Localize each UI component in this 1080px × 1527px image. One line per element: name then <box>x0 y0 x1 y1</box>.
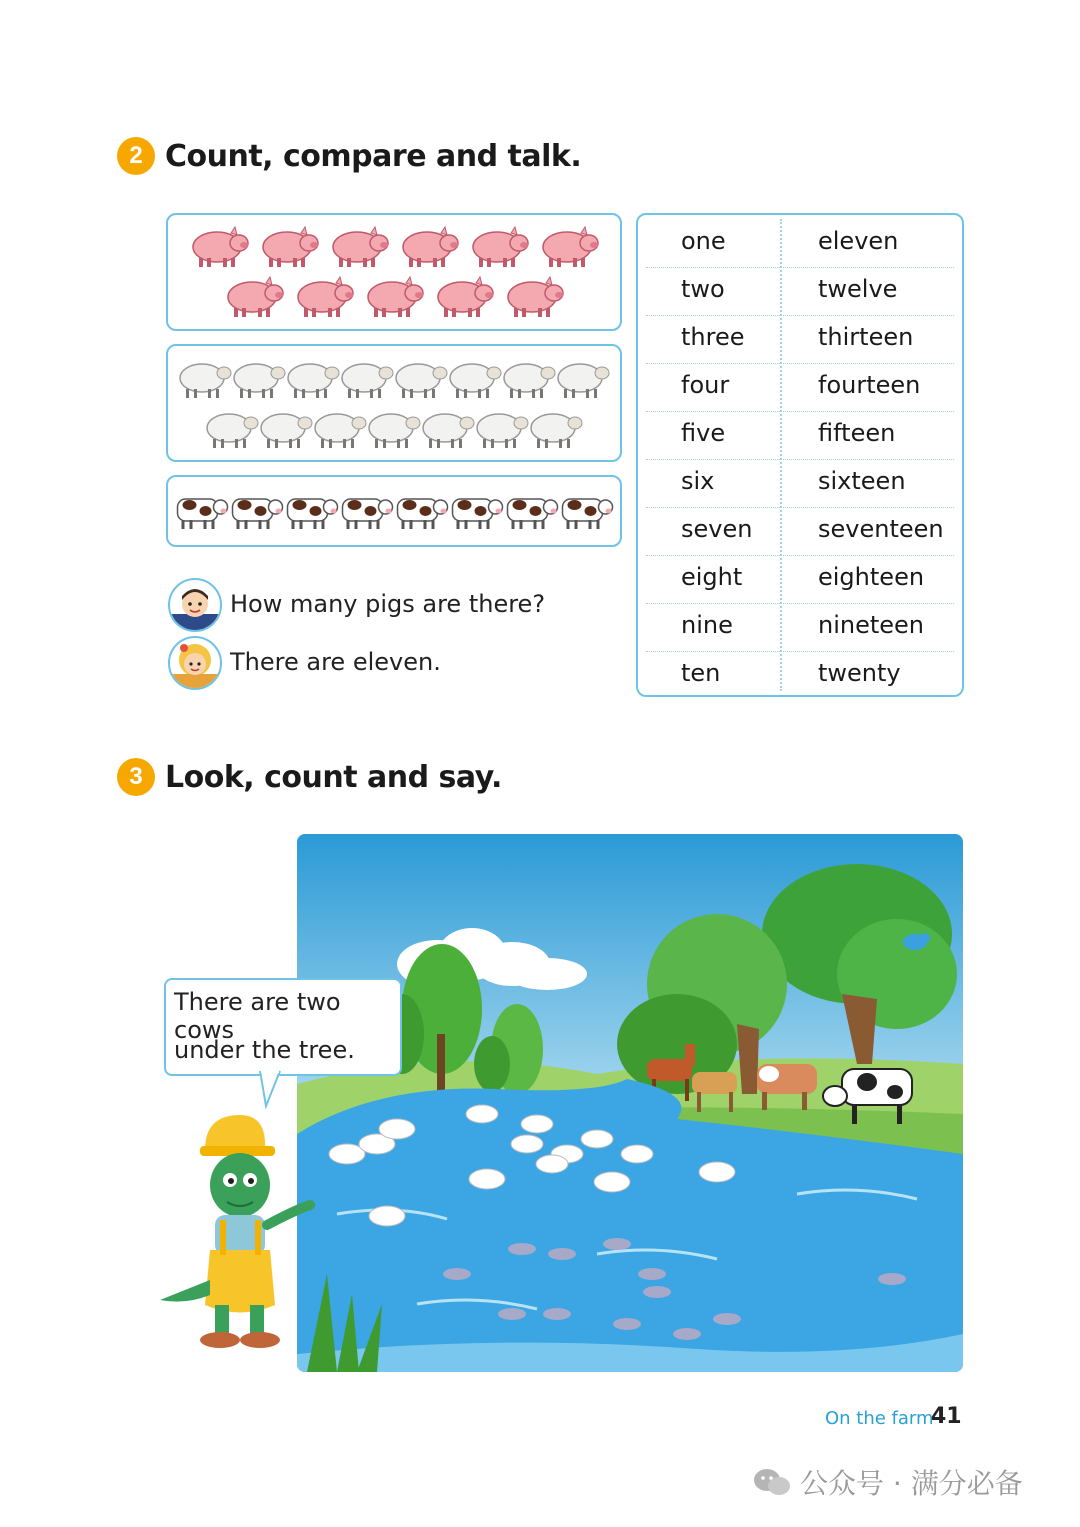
number-word-1-10: six <box>681 467 715 495</box>
number-row <box>646 219 954 268</box>
cow-icon <box>233 499 283 529</box>
girl-answer: There are eleven. <box>230 648 441 676</box>
watermark <box>752 1462 1023 1502</box>
sheep-icon <box>315 414 366 448</box>
sheep-icon <box>288 364 339 398</box>
section-3-title: Look, count and say. <box>165 759 502 795</box>
number-row <box>646 411 954 460</box>
number-row <box>646 267 954 316</box>
teen-suffix: teen <box>859 323 914 351</box>
pig-icon <box>228 277 283 317</box>
number-word-1-10: seven <box>681 515 753 543</box>
pig-icon <box>473 227 528 267</box>
sheep-icon <box>396 364 447 398</box>
number-row <box>646 603 954 652</box>
number-row <box>646 315 954 364</box>
bubble-line-1: There are two cows <box>174 988 341 1044</box>
boy-face-icon <box>170 580 220 630</box>
number-word-base: eigh <box>818 563 870 591</box>
cow-icon <box>178 499 228 529</box>
pig-icon <box>438 277 493 317</box>
dinosaur-mascot-icon <box>155 1110 315 1370</box>
section-2-number-badge: 2 <box>117 137 155 175</box>
number-word-base: six <box>818 467 852 495</box>
boy-avatar <box>168 578 222 632</box>
girl-face-icon <box>170 638 220 688</box>
number-word-1-10: three <box>681 323 745 351</box>
number-row <box>646 507 954 556</box>
pig-icon <box>543 227 598 267</box>
teen-suffix: teen <box>866 371 921 399</box>
number-word-1-10: five <box>681 419 726 447</box>
number-word-base: seven <box>818 515 890 543</box>
sheep-icon <box>234 364 285 398</box>
section-3-heading <box>117 758 502 796</box>
teen-suffix: teen <box>869 611 925 639</box>
number-word-base: twenty <box>818 659 901 687</box>
pig-icon <box>333 227 388 267</box>
wechat-icon <box>752 1466 792 1498</box>
sheep-icon <box>261 414 312 448</box>
pig-icon <box>508 277 563 317</box>
number-word-base: twelve <box>818 275 898 303</box>
sheep-box <box>166 344 622 462</box>
sheep-icon <box>531 414 582 448</box>
sheep-icon <box>450 364 501 398</box>
section-2-title: Count, compare and talk. <box>165 138 582 174</box>
number-word-11-20 <box>818 419 895 447</box>
pig-icon <box>193 227 248 267</box>
teen-suffix: teen <box>851 467 906 495</box>
bubble-line-2: under the tree. <box>174 1036 355 1064</box>
number-word-base: eleven <box>818 227 899 255</box>
number-word-11-20 <box>818 659 901 687</box>
sheep-illustration <box>168 346 620 460</box>
sheep-icon <box>423 414 474 448</box>
cow-icon <box>563 499 613 529</box>
boy-question: How many pigs are there? <box>230 590 546 618</box>
farm-scene-illustration <box>297 834 963 1372</box>
number-word-11-20 <box>818 611 924 639</box>
sheep-icon <box>558 364 609 398</box>
number-word-11-20 <box>818 371 920 399</box>
sheep-icon <box>369 414 420 448</box>
cow-icon <box>288 499 338 529</box>
teen-suffix: teen <box>841 419 896 447</box>
sheep-icon <box>342 364 393 398</box>
cow-icon <box>453 499 503 529</box>
page-number: 41 <box>931 1404 962 1429</box>
cows-illustration <box>168 477 620 545</box>
number-word-11-20 <box>818 227 898 255</box>
speech-bubble <box>164 978 402 1076</box>
pigs-illustration <box>168 215 620 329</box>
teen-suffix: teen <box>869 563 925 591</box>
number-word-1-10: two <box>681 275 725 303</box>
number-word-11-20 <box>818 467 906 495</box>
pig-icon <box>263 227 318 267</box>
number-word-base: nine <box>818 611 870 639</box>
number-word-1-10: four <box>681 371 730 399</box>
cows-box <box>166 475 622 547</box>
sheep-icon <box>180 364 231 398</box>
number-word-1-10: nine <box>681 611 733 639</box>
pig-icon <box>368 277 423 317</box>
number-word-base: thir <box>818 323 860 351</box>
section-2-heading <box>117 137 581 175</box>
cow-icon <box>508 499 558 529</box>
number-row <box>646 459 954 508</box>
number-word-11-20 <box>818 515 944 543</box>
teen-suffix: teen <box>889 515 944 543</box>
number-row <box>646 363 954 412</box>
bubble-tail <box>258 1070 288 1110</box>
cow-icon <box>343 499 393 529</box>
number-row <box>646 555 954 604</box>
number-word-11-20 <box>818 275 897 303</box>
cow-icon <box>398 499 448 529</box>
pig-icon <box>298 277 353 317</box>
pig-icon <box>403 227 458 267</box>
sheep-icon <box>477 414 528 448</box>
number-row <box>646 651 954 699</box>
pigs-box <box>166 213 622 331</box>
sheep-icon <box>207 414 258 448</box>
number-word-base: fif <box>818 419 842 447</box>
number-word-1-10: ten <box>681 659 721 687</box>
footer-unit-label: On the farm <box>825 1408 934 1429</box>
girl-avatar <box>168 636 222 690</box>
number-word-1-10: eight <box>681 563 743 591</box>
number-word-base: four <box>818 371 867 399</box>
sheep-icon <box>504 364 555 398</box>
watermark-text: 公众号 · 满分必备 <box>800 1467 1023 1500</box>
number-word-1-10: one <box>681 227 726 255</box>
farm-scene-svg <box>297 834 963 1372</box>
numbers-table <box>636 213 964 697</box>
section-3-number-badge: 3 <box>117 758 155 796</box>
number-word-11-20 <box>818 563 924 591</box>
number-word-11-20 <box>818 323 913 351</box>
